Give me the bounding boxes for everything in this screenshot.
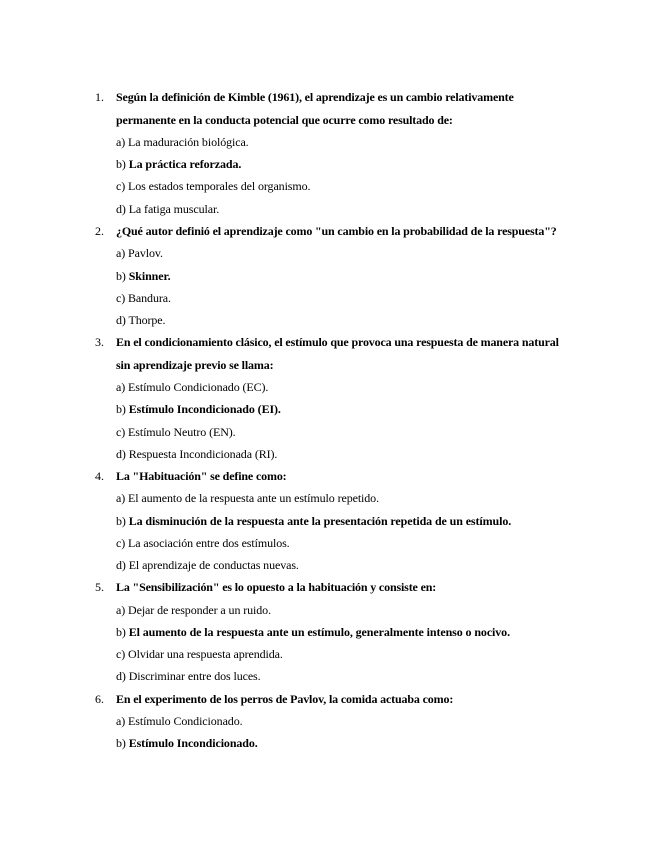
question-1 xyxy=(0,86,566,220)
question-number: 5. xyxy=(95,580,104,595)
question-number: 6. xyxy=(95,691,104,706)
question-stem: En el condicionamiento clásico, el estímulo que provoca una respuesta de manera natural sin aprendizaje previo se llama: xyxy=(116,335,559,372)
question-6 xyxy=(0,688,566,755)
option-d: d) Thorpe. xyxy=(116,312,166,327)
question-stem: En el experimento de los perros de Pavlov, la comida actuaba como: xyxy=(116,691,454,706)
option-b-correct: b) El aumento de la respuesta ante un estímulo, generalmente intenso o nocivo. xyxy=(116,624,510,639)
option-a: a) Estímulo Condicionado (EC). xyxy=(116,380,269,395)
option-b-correct: b) Skinner. xyxy=(116,268,171,283)
option-d: d) Discriminar entre dos luces. xyxy=(116,669,261,684)
question-number: 3. xyxy=(95,335,104,350)
question-stem: Según la definición de Kimble (1961), el aprendizaje es un cambio relativamente permanente en la conducta potencial que ocurre como resultado de: xyxy=(116,90,514,127)
option-c: c) Los estados temporales del organismo. xyxy=(116,179,311,194)
option-d: d) La fatiga muscular. xyxy=(116,201,220,216)
question-number: 4. xyxy=(95,468,104,483)
option-c: c) Bandura. xyxy=(116,290,171,305)
question-stem: La "Sensibilización" es lo opuesto a la habituación y consiste en: xyxy=(116,580,437,595)
question-3 xyxy=(0,331,566,465)
question-stem: ¿Qué autor definió el aprendizaje como "un cambio en la probabilidad de la respuesta"? xyxy=(116,223,557,238)
question-number: 2. xyxy=(95,223,104,238)
option-b-correct: b) La disminución de la respuesta ante la presentación repetida de un estímulo. xyxy=(116,513,512,528)
option-b-correct: b) Estímulo Incondicionado (EI). xyxy=(116,402,281,417)
option-b-correct: b) Estímulo Incondicionado. xyxy=(116,736,258,751)
option-a: a) Dejar de responder a un ruido. xyxy=(116,602,271,617)
question-4 xyxy=(0,465,566,576)
question-list xyxy=(0,86,655,754)
option-d: d) El aprendizaje de conductas nuevas. xyxy=(116,558,299,573)
option-a: a) Estímulo Condicionado. xyxy=(116,714,243,729)
question-2 xyxy=(0,220,566,331)
option-d: d) Respuesta Incondicionada (RI). xyxy=(116,446,278,461)
question-5 xyxy=(0,576,566,687)
option-c: c) Estímulo Neutro (EN). xyxy=(116,424,236,439)
question-number: 1. xyxy=(95,90,104,104)
option-a: a) El aumento de la respuesta ante un estímulo repetido. xyxy=(116,491,379,506)
option-a: a) Pavlov. xyxy=(116,246,163,261)
option-c: c) La asociación entre dos estímulos. xyxy=(116,535,290,550)
question-stem: La "Habituación" se define como: xyxy=(116,468,287,483)
option-a: a) La maduración biológica. xyxy=(116,135,249,149)
option-b-correct: b) La práctica reforzada. xyxy=(116,157,242,172)
option-c: c) Olvidar una respuesta aprendida. xyxy=(116,647,283,662)
